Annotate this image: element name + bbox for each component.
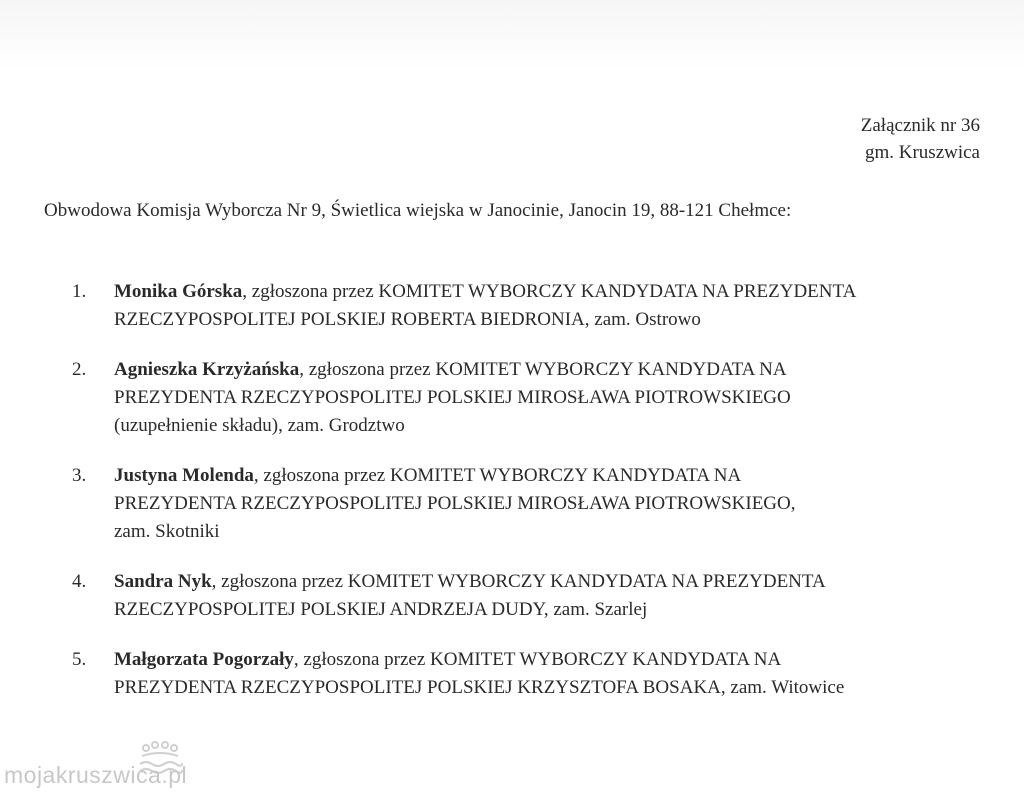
annex-label	[861, 112, 980, 166]
commission-heading: Obwodowa Komisja Wyborcza Nr 9, Świetlica wiejska w Janocinie, Janocin 19, 88-121 Chełmce:	[44, 200, 792, 221]
list-item	[72, 462, 982, 546]
item-text	[114, 568, 982, 624]
item-first-line	[114, 568, 982, 596]
item-number: 1.	[72, 281, 87, 302]
item-first-line	[114, 356, 982, 384]
item-first-line	[114, 646, 982, 674]
list-item	[72, 278, 982, 334]
members-list	[72, 278, 982, 724]
member-name: Sandra Nyk	[114, 571, 212, 592]
item-number: 4.	[72, 571, 87, 592]
list-item	[72, 356, 982, 440]
item-first-line	[114, 278, 982, 306]
nomination-text: , zgłoszona przez KOMITET WYBORCZY KANDYDATA NA	[299, 359, 787, 380]
item-continuation-line: RZECZYPOSPOLITEJ POLSKIEJ ROBERTA BIEDRONIA, zam. Ostrowo	[114, 309, 701, 330]
item-text	[114, 646, 982, 702]
list-item	[72, 646, 982, 702]
item-number: 2.	[72, 359, 87, 380]
list-item	[72, 568, 982, 624]
member-name: Agnieszka Krzyżańska	[114, 359, 300, 380]
item-continuation-line: RZECZYPOSPOLITEJ POLSKIEJ ANDRZEJA DUDY, zam. Szarlej	[114, 599, 648, 620]
watermark	[4, 740, 204, 800]
item-text	[114, 278, 982, 334]
item-continuation-line: zam. Skotniki	[114, 521, 220, 542]
item-continuation-line: (uzupełnienie składu), zam. Grodztwo	[114, 415, 405, 436]
scan-shadow	[0, 0, 1024, 70]
nomination-text: , zgłoszona przez KOMITET WYBORCZY KANDYDATA NA	[253, 465, 742, 486]
nomination-text: , zgłoszona przez KOMITET WYBORCZY KANDYDATA NA PREZYDENTA	[242, 281, 857, 302]
item-first-line	[114, 462, 982, 490]
annex-number: Załącznik nr 36	[860, 115, 980, 136]
item-text	[114, 462, 982, 546]
item-number: 3.	[72, 465, 87, 486]
item-continuation-line: PREZYDENTA RZECZYPOSPOLITEJ POLSKIEJ KRZYSZTOFA BOSAKA, zam. Witowice	[114, 677, 845, 698]
item-text	[114, 356, 982, 440]
watermark-text: mojakruszwica.pl	[4, 762, 188, 788]
item-number: 5.	[72, 649, 87, 670]
member-name: Małgorzata Pogorzały	[114, 649, 294, 670]
member-name: Justyna Molenda	[114, 465, 254, 486]
nomination-text: , zgłoszona przez KOMITET WYBORCZY KANDYDATA NA PREZYDENTA	[211, 571, 826, 592]
member-name: Monika Górska	[114, 281, 243, 302]
item-continuation-line: PREZYDENTA RZECZYPOSPOLITEJ POLSKIEJ MIROSŁAWA PIOTROWSKIEGO,	[114, 493, 796, 514]
annex-municipality: gm. Kruszwica	[864, 142, 980, 163]
nomination-text: , zgłoszona przez KOMITET WYBORCZY KANDYDATA NA	[293, 649, 782, 670]
item-continuation-line: PREZYDENTA RZECZYPOSPOLITEJ POLSKIEJ MIROSŁAWA PIOTROWSKIEGO	[114, 387, 791, 408]
